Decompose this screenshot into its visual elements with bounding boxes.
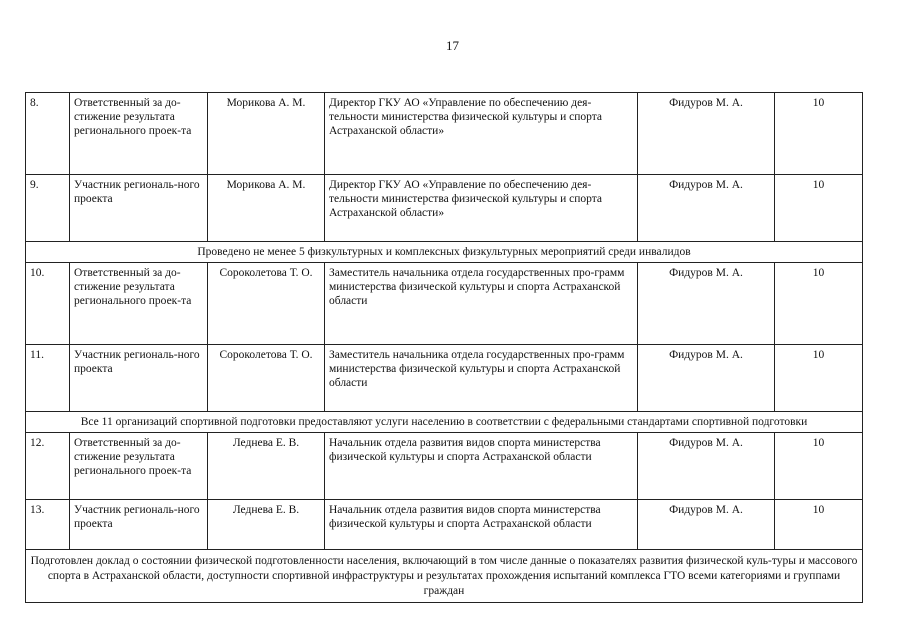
responsible-name-cell: Сороколетова Т. О. (208, 263, 325, 345)
value-cell: 10 (775, 345, 863, 412)
section-heading: Все 11 организаций спортивной подготовки предоставляют услуги населению в соответствии с федеральными стандартами спортивной подготовки (26, 412, 863, 433)
row-number: 12. (26, 433, 70, 500)
row-number: 11. (26, 345, 70, 412)
supervisor-cell: Фидуров М. А. (638, 175, 775, 242)
page-number: 17 (446, 38, 459, 53)
value-cell: 10 (775, 93, 863, 175)
table-row (26, 263, 863, 345)
supervisor-cell: Фидуров М. А. (638, 263, 775, 345)
table-row (26, 500, 863, 550)
value-cell: 10 (775, 263, 863, 345)
position-cell: Заместитель начальника отдела государственных про-грамм министерства физической культуры и спорта Астраханской области (325, 345, 638, 412)
row-number: 10. (26, 263, 70, 345)
role-cell: Ответственный за до-стижение результата регионального проек-та (70, 433, 208, 500)
position-cell: Директор ГКУ АО «Управление по обеспечению дея-тельности министерства физической культуры и спорта Астраханской области» (325, 93, 638, 175)
role-cell: Ответственный за до-стижение результата регионального проек-та (70, 93, 208, 175)
position-cell: Начальник отдела развития видов спорта министерства физической культуры и спорта Астраханской области (325, 433, 638, 500)
supervisor-cell: Фидуров М. А. (638, 345, 775, 412)
row-number: 9. (26, 175, 70, 242)
role-cell: Участник региональ-ного проекта (70, 500, 208, 550)
section-row (26, 550, 863, 603)
position-cell: Директор ГКУ АО «Управление по обеспечению дея-тельности министерства физической культуры и спорта Астраханской области» (325, 175, 638, 242)
section-row (26, 242, 863, 263)
responsible-name-cell: Леднева Е. В. (208, 500, 325, 550)
position-cell: Начальник отдела развития видов спорта министерства физической культуры и спорта Астраханской области (325, 500, 638, 550)
section-heading: Проведено не менее 5 физкультурных и комплексных физкультурных мероприятий среди инвалидов (26, 242, 863, 263)
role-cell: Участник региональ-ного проекта (70, 175, 208, 242)
responsible-name-cell: Морикова А. М. (208, 93, 325, 175)
supervisor-cell: Фидуров М. А. (638, 500, 775, 550)
role-cell: Ответственный за до-стижение результата регионального проек-та (70, 263, 208, 345)
value-cell: 10 (775, 500, 863, 550)
responsible-name-cell: Морикова А. М. (208, 175, 325, 242)
table-row (26, 175, 863, 242)
row-number: 13. (26, 500, 70, 550)
position-cell: Заместитель начальника отдела государственных про-грамм министерства физической культуры и спорта Астраханской области (325, 263, 638, 345)
section-row (26, 412, 863, 433)
supervisor-cell: Фидуров М. А. (638, 93, 775, 175)
responsibility-table (25, 92, 863, 603)
table-row (26, 433, 863, 500)
section-heading: Подготовлен доклад о состоянии физической подготовленности населения, включающий в том числе данные о показателях развития физической куль-туры и массового спорта в Астраханской области, доступности спортивной инфраструктуры и результатах прохождения испытаний комплекса ГТО всеми категориями и группами граждан (26, 550, 863, 603)
role-cell: Участник региональ-ного проекта (70, 345, 208, 412)
responsible-name-cell: Сороколетова Т. О. (208, 345, 325, 412)
table-row (26, 93, 863, 175)
supervisor-cell: Фидуров М. А. (638, 433, 775, 500)
value-cell: 10 (775, 175, 863, 242)
responsible-name-cell: Леднева Е. В. (208, 433, 325, 500)
row-number: 8. (26, 93, 70, 175)
table-row (26, 345, 863, 412)
value-cell: 10 (775, 433, 863, 500)
